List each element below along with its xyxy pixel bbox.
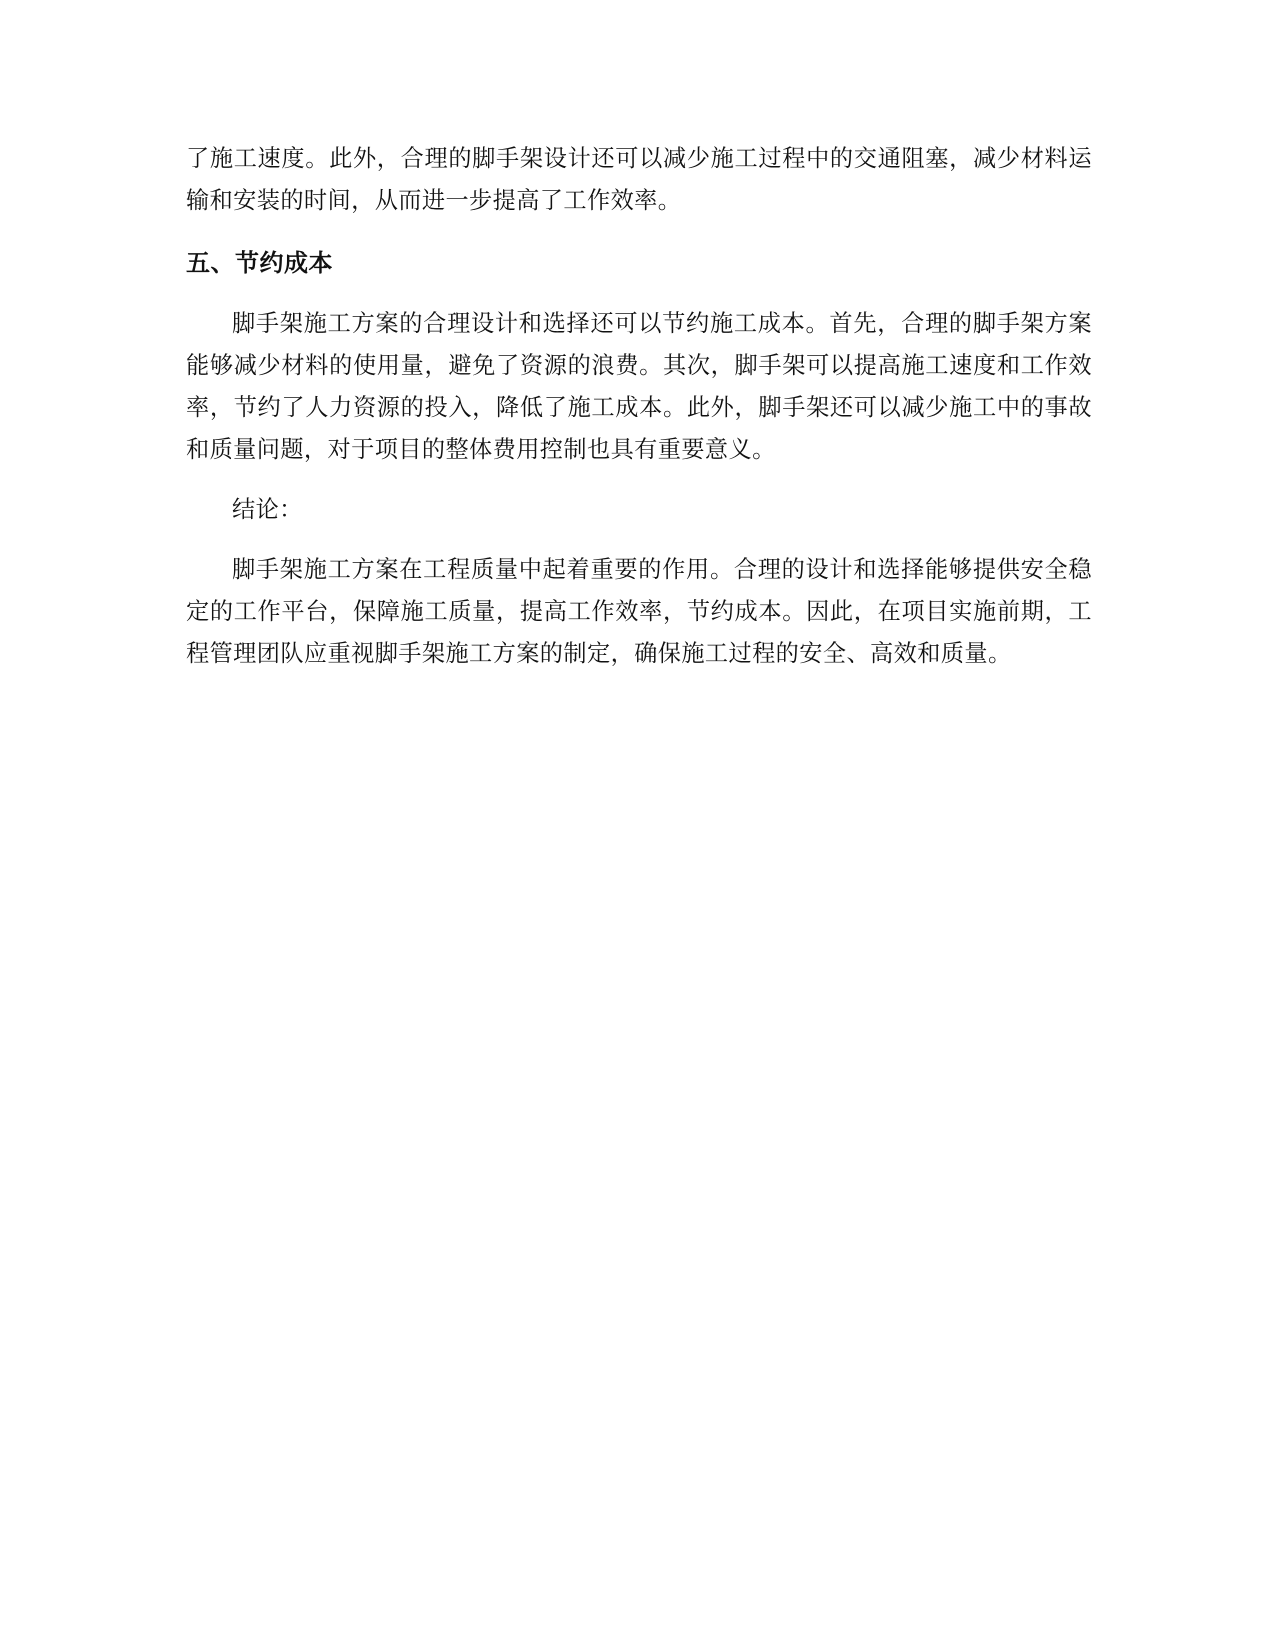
section-paragraph: 脚手架施工方案的合理设计和选择还可以节约施工成本。首先，合理的脚手架方案能够减少材料的使用量，避免了资源的浪费。其次，脚手架可以提高施工速度和工作效率，节约了人力资源的投入，降低了施工成本。此外，脚手架还可以减少施工中的事故和质量问题，对于项目的整体费用控制也具有重要意义。 xyxy=(186,310,1092,463)
document-page xyxy=(186,138,1092,675)
continued-paragraph: 了施工速度。此外，合理的脚手架设计还可以减少施工过程中的交通阻塞，减少材料运输和安装的时间，从而进一步提高了工作效率。 xyxy=(186,145,1092,214)
conclusion-paragraph: 脚手架施工方案在工程质量中起着重要的作用。合理的设计和选择能够提供安全稳定的工作平台，保障施工质量，提高工作效率，节约成本。因此，在项目实施前期，工程管理团队应重视脚手架施工方案的制定，确保施工过程的安全、高效和质量。 xyxy=(186,556,1092,667)
section-heading: 五、节约成本 xyxy=(186,249,333,277)
conclusion-label: 结论： xyxy=(232,496,303,523)
